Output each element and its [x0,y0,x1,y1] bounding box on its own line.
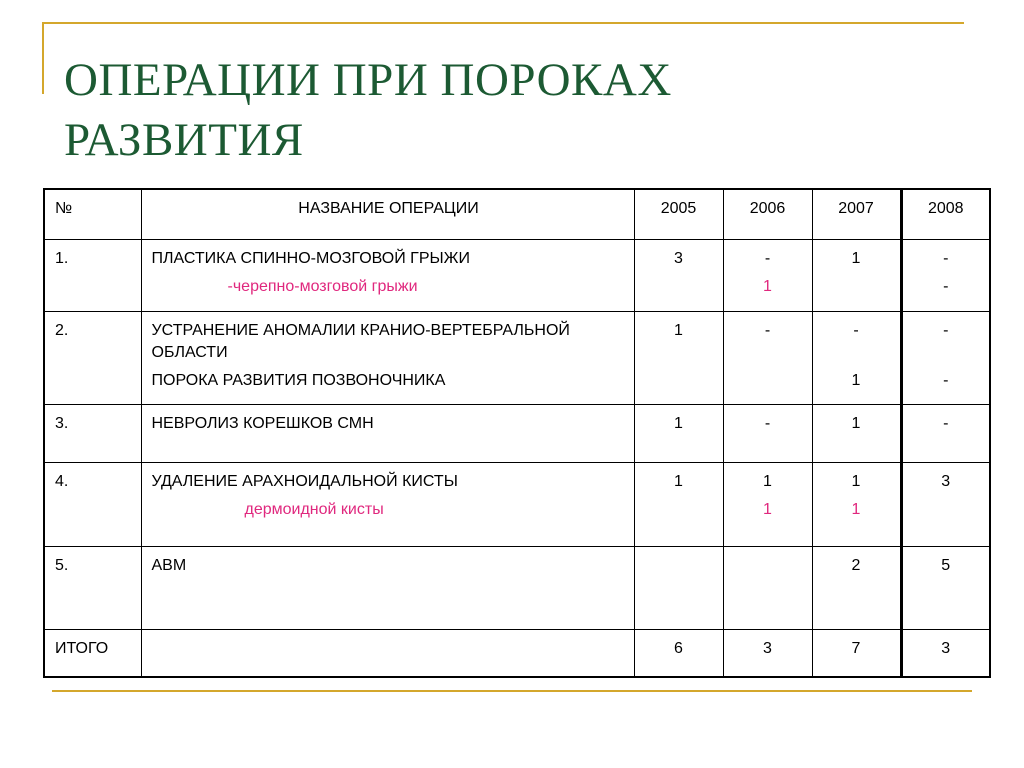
header-num: № [44,189,141,239]
value-2005: 6 [674,639,683,657]
value-2005: 1 [674,414,683,432]
value-2006-sub: 1 [763,500,772,518]
value-2005: 3 [674,249,683,267]
total-2006 [723,629,812,677]
value-2007: 2 [851,556,861,574]
row-2007 [812,546,901,629]
operations-table [43,188,991,678]
value-2008-sub: - [943,371,949,389]
value-2007: - [853,321,859,339]
header-2005: 2005 [634,189,723,239]
row-2008 [901,239,990,311]
decorative-bottom-line [52,690,972,692]
row-name-sub: -черепно-мозговой грыжи [227,277,418,295]
row-2005 [634,404,723,462]
row-2007 [812,462,901,546]
value-2006-sub: 1 [763,277,772,295]
row-name [141,239,634,311]
value-2007: 7 [851,639,861,657]
row-2007 [812,404,901,462]
row-name [141,462,634,546]
row-2008 [901,404,990,462]
total-2008 [901,629,990,677]
row-num: 2. [44,311,141,404]
row-2005 [634,239,723,311]
header-2008: 2008 [901,189,990,239]
value-2008: 3 [941,472,951,490]
table-row [44,462,990,546]
row-2006 [723,462,812,546]
title-line-1: ОПЕРАЦИИ ПРИ ПОРОКАХ [64,54,672,106]
value-2006: 3 [763,639,772,657]
row-name-sub: ПОРОКА РАЗВИТИЯ ПОЗВОНОЧНИКА [151,371,446,389]
value-2006: - [764,321,771,339]
value-2006: - [764,249,771,267]
row-name-main: УСТРАНЕНИЕ АНОМАЛИИ КРАНИО-ВЕРТЕБРАЛЬНОЙ ОБЛАСТИ [151,321,570,361]
value-2005: 1 [674,321,683,339]
value-2008: 5 [941,556,951,574]
value-2007-sub: 1 [851,500,861,518]
value-2005 [635,555,723,577]
table-row [44,239,990,311]
row-num: 4. [44,462,141,546]
table-row [44,311,990,404]
row-name-main: НЕВРОЛИЗ КОРЕШКОВ СМН [151,414,374,432]
value-2007: 1 [851,472,861,490]
total-row [44,629,990,677]
value-2006 [724,555,812,577]
value-2006: - [764,414,771,432]
row-num: 1. [44,239,141,311]
title-line-2: РАЗВИТИЯ [64,114,304,166]
slide-title [64,50,672,170]
value-2008: - [943,249,949,267]
value-2008: 3 [941,639,951,657]
value-2007: 1 [851,414,861,432]
row-2008 [901,546,990,629]
row-2005 [634,546,723,629]
row-2006 [723,404,812,462]
row-name-main: АВМ [151,556,187,574]
row-num: 5. [44,546,141,629]
value-2006: 1 [763,472,772,490]
row-2005 [634,462,723,546]
decorative-top-line [42,22,964,24]
row-2008 [901,462,990,546]
header-name: НАЗВАНИЕ ОПЕРАЦИИ [141,189,634,239]
row-name [141,546,634,629]
total-label: ИТОГО [44,629,141,677]
total-name-empty [141,629,634,677]
table-row [44,404,990,462]
value-2008: - [943,321,949,339]
value-2008: - [943,414,949,432]
total-2007 [812,629,901,677]
row-2006 [723,546,812,629]
header-2006: 2006 [723,189,812,239]
value-2008-sub: - [943,277,949,295]
row-name [141,311,634,404]
row-2007 [812,311,901,404]
row-name [141,404,634,462]
table-row [44,546,990,629]
row-2006 [723,239,812,311]
row-name-sub: дермоидной кисты [244,500,384,518]
row-2007 [812,239,901,311]
decorative-left-line [42,22,44,94]
value-2007-sub: 1 [851,371,861,389]
value-2007: 1 [851,249,861,267]
table-header-row [44,189,990,239]
row-2008 [901,311,990,404]
row-name-main: ПЛАСТИКА СПИННО-МОЗГОВОЙ ГРЫЖИ [151,249,470,267]
row-2006 [723,311,812,404]
row-name-main: УДАЛЕНИЕ АРАХНОИДАЛЬНОЙ КИСТЫ [151,472,458,490]
header-2007: 2007 [812,189,901,239]
value-2005: 1 [674,472,683,490]
row-num: 3. [44,404,141,462]
row-2005 [634,311,723,404]
total-2005 [634,629,723,677]
